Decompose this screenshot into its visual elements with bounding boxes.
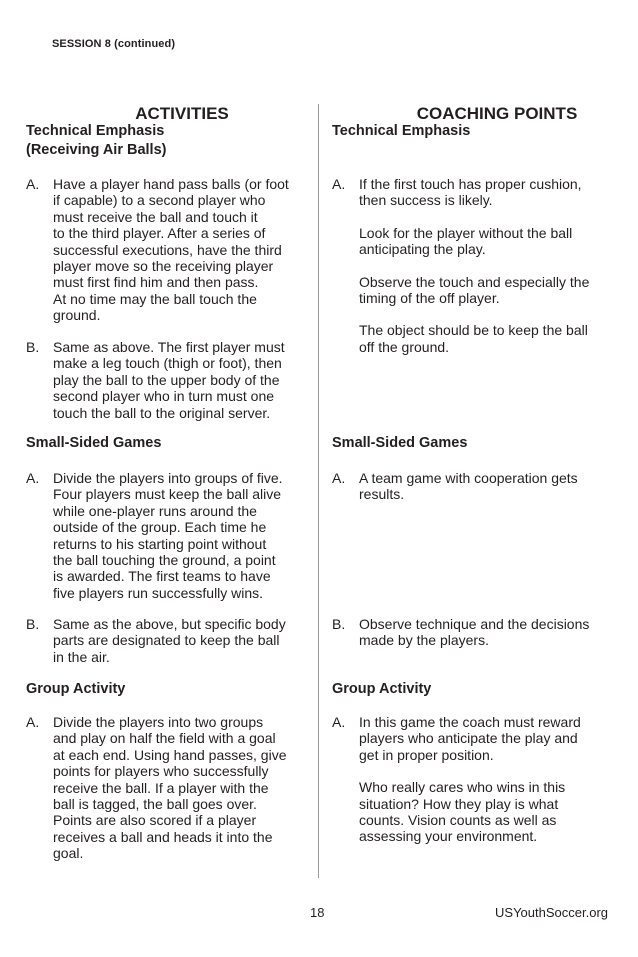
item-letter: A. (332, 176, 346, 192)
right-group-item-a (332, 714, 622, 845)
item-paragraph: Look for the player without the ball anticipating the play. (359, 224, 573, 258)
item-paragraph: In this game the coach must reward players who anticipate the play and get in proper position. (359, 714, 581, 763)
item-paragraph: Observe the touch and especially the timing of the off player. (359, 273, 590, 307)
item-text: A team game with cooperation gets results. (359, 470, 578, 503)
item-text: Divide the players into groups of five. Four players must keep the ball alive while one-player runs around the outside of the group. Each time he returns to his starting point without the ball touching the ground, a point is awarded. The first teams to have five players run successfully wins. (53, 470, 283, 601)
left-group-item-a (26, 714, 310, 862)
left-small-sided-heading: Small-Sided Games (26, 435, 162, 451)
left-group-heading: Group Activity (26, 681, 126, 697)
item-letter: A. (332, 714, 346, 730)
item-text: Have a player hand pass balls (or foot if capable) to a second player who must receive the ball and touch it to the third player. After a series of successful executions, have the third player move so the receiving player must first find him and then pass. At no time may the ball touch the ground. (53, 176, 289, 324)
right-technical-item-a (332, 176, 622, 355)
item-text: Same as above. The first player must make a leg touch (thigh or foot), then play the ball to the upper body of the second player who in turn must one touch the ball to the original server. (53, 339, 285, 421)
right-technical-heading: Technical Emphasis (332, 123, 471, 139)
item-letter: A. (26, 714, 40, 730)
right-small-sided-item-a (332, 470, 622, 503)
item-letter: A. (26, 470, 40, 486)
left-technical-heading: Technical Emphasis (Receiving Air Balls) (26, 123, 167, 158)
activities-title: ACTIVITIES (135, 104, 229, 123)
left-technical-item-b (26, 339, 310, 421)
page-number: 18 (310, 905, 325, 920)
left-technical-item-a (26, 176, 310, 324)
coaching-points-column (332, 104, 622, 845)
left-small-sided-item-b (26, 616, 310, 665)
column-divider (318, 104, 319, 878)
session-header: SESSION 8 (continued) (52, 38, 176, 50)
item-letter: A. (332, 470, 346, 486)
right-small-sided-heading: Small-Sided Games (332, 435, 468, 451)
item-paragraph: If the first touch has proper cushion, then success is likely. (359, 176, 582, 209)
item-text: Divide the players into two groups and play on half the field with a goal at each end. Using hand passes, give points for players who successfully receive the ball. If a player with the ball is tagged, the ball goes over. Points are also scored if a player receives a ball and heads it into the goal. (53, 714, 287, 862)
item-letter: B. (332, 616, 346, 632)
item-letter: B. (26, 616, 40, 632)
item-paragraph: The object should be to keep the ball off the ground. (359, 322, 588, 355)
item-letter: B. (26, 339, 40, 355)
item-paragraph: Who really cares who wins in this situation? How they play is what counts. Vision counts as well as assessing your environment. (359, 779, 566, 845)
left-small-sided-item-a (26, 470, 310, 601)
item-letter: A. (26, 176, 40, 192)
coaching-points-title: COACHING POINTS (416, 104, 578, 123)
item-text: Observe technique and the decisions made by the players. (359, 616, 590, 649)
website-url: USYouthSoccer.org (495, 905, 608, 920)
right-small-sided-item-b (332, 616, 622, 649)
item-text: Same as the above, but specific body parts are designated to keep the ball in the air. (53, 616, 286, 665)
right-group-heading: Group Activity (332, 681, 432, 697)
activities-column (26, 104, 310, 862)
